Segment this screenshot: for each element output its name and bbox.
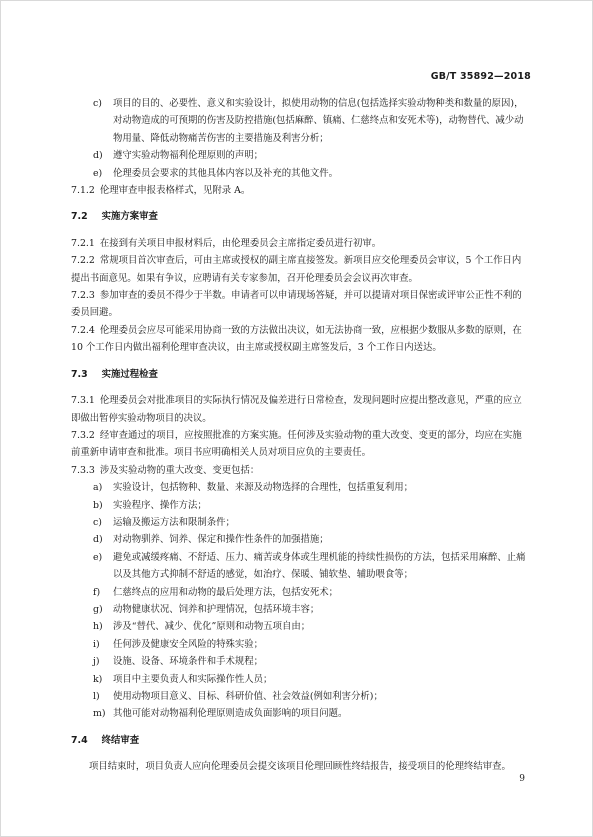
list-text: 其他可能对动物福利伦理原则造成负面影响的项目问题。 [113, 708, 348, 720]
list-mark: b) [93, 499, 103, 511]
list-text: 涉及“替代、减少、优化”原则和动物五项自由； [113, 621, 311, 633]
clause-text: 经审查通过的项目，应按照批准的方案实施。任何涉及实验动物的重大改变、变更的部分，均应在实施前重新申请审查和批准。项目书应明确相关人员对项目应负的主要责任。 [71, 429, 522, 459]
list-mark: c) [93, 516, 102, 528]
list-item-d [71, 147, 527, 164]
change-item-e [71, 549, 527, 584]
list-text: 项目中主要负责人和实际操作性人员； [113, 673, 273, 685]
section-heading-7-4 [71, 732, 527, 749]
change-item-l [71, 688, 527, 705]
list-mark: h) [93, 621, 103, 633]
list-text: 动物健康状况、饲养和护理情况，包括环境丰容； [113, 603, 320, 615]
section-title: 终结审查 [101, 734, 140, 746]
clause-7-3-1 [71, 392, 527, 427]
clause-7-2-3 [71, 287, 527, 322]
final-paragraph: 项目结束时，项目负责人应向伦理委员会提交该项目伦理回顾性终结报告，接受项目的伦理终结审查。 [89, 761, 511, 773]
clause-7-1-2 [71, 182, 527, 199]
section-number: 7.3 [71, 368, 88, 380]
list-mark: d) [93, 534, 103, 546]
change-item-k [71, 671, 527, 688]
page-content [71, 95, 527, 776]
page-number: 9 [519, 774, 525, 784]
clause-7-3-3 [71, 462, 527, 479]
list-mark: a) [93, 482, 103, 494]
clause-number: 7.3.1 [71, 395, 95, 407]
clause-text: 参加审查的委员不得少于半数。申请者可以申请现场答疑，并可以提请对项目保密或评审公正性不利的委员回避。 [71, 290, 522, 319]
clause-number: 7.1.2 [71, 185, 95, 197]
clause-7-3-2 [71, 427, 527, 462]
change-item-d [71, 531, 527, 548]
section-number: 7.4 [71, 734, 88, 746]
section-heading-7-2 [71, 208, 527, 225]
change-item-m [71, 705, 527, 722]
standard-number: GB/T 35892—2018 [430, 71, 531, 82]
change-item-f [71, 584, 527, 601]
list-mark: j) [93, 656, 100, 668]
clause-number: 7.3.3 [71, 464, 95, 476]
change-item-g [71, 601, 527, 618]
section-number: 7.2 [71, 211, 88, 223]
list-mark: k) [93, 673, 103, 685]
change-item-i [71, 636, 527, 653]
list-mark: l) [93, 691, 100, 702]
clause-text: 伦理委员会应尽可能采用协商一致的方法做出决议，如无法协商一致，应根据少数服从多数的原则，在 10 个工作日内做出福利伦理审查决议，由主席或授权副主席签发后，3 个工作日内送达。 [71, 324, 522, 354]
list-mark: e) [93, 167, 103, 179]
clause-7-2-2 [71, 252, 527, 287]
list-item-c [71, 95, 527, 147]
clause-7-2-1 [71, 235, 527, 252]
clause-7-2-4 [71, 322, 527, 357]
list-text: 项目的目的、必要性、意义和实验设计，拟使用动物的信息(包括选择实验动物种类和数量的原因)，对动物造成的可预期的伤害及防控措施(包括麻醉、镇痛、仁慈终点和安死术等)，动物替代、减少动物用量、降低动物痛苦伤害的主要措施及利害分析； [113, 98, 524, 144]
clause-number: 7.3.2 [71, 429, 95, 441]
clause-text: 伦理审查申报表格样式，见附录 A。 [99, 185, 251, 197]
clause-number: 7.2.2 [71, 255, 95, 267]
list-text: 设施、设备、环境条件和手术规程； [113, 656, 264, 668]
list-text: 遵守实验动物福利伦理原则的声明； [113, 150, 264, 162]
list-text: 运输及搬运方法和限制条件； [113, 516, 235, 528]
list-text: 对动物驯养、饲养、保定和操作性条件的加强措施； [113, 534, 329, 546]
clause-number: 7.2.3 [71, 290, 95, 302]
change-item-a [71, 479, 527, 496]
list-mark: c) [93, 98, 102, 109]
section-heading-7-3 [71, 366, 527, 383]
clause-number: 7.2.4 [71, 324, 95, 336]
change-item-j [71, 653, 527, 670]
list-mark: i) [93, 638, 100, 650]
change-item-h [71, 618, 527, 635]
list-text: 使用动物项目意义、目标、科研价值、社会效益(例如利害分析)； [113, 691, 383, 702]
clause-text: 伦理委员会对批准项目的实际执行情况及偏差进行日常检查，发现问题时应提出整改意见，严重的应立即做出暂停实验动物项目的决议。 [71, 395, 522, 424]
list-mark: f) [93, 586, 101, 598]
section-title: 实施方案审查 [101, 211, 158, 223]
list-text: 避免或减缓疼痛、不舒适、压力、痛苦或身体或生理机能的持续性损伤的方法，包括采用麻醉、止痛以及其他方式抑制不舒适的感觉，如治疗、保暖、铺软垫、辅助喂食等； [113, 551, 526, 581]
list-text: 仁慈终点的应用和动物的最后处理方法，包括安死术； [113, 586, 339, 598]
list-mark: e) [93, 551, 103, 563]
change-item-b [71, 497, 527, 514]
clause-text: 在接到有关项目申报材料后，由伦理委员会主席指定委员进行初审。 [99, 237, 382, 249]
list-mark: g) [93, 603, 103, 615]
list-text: 伦理委员会要求的其他具体内容以及补充的其他文件。 [113, 167, 339, 179]
clause-text: 常规项目首次审查后，可由主席或授权的副主席直接签发。新项目应交伦理委员会审议，5 个工作日内提出书面意见。如果有争议，应聘请有关专家参加，召开伦理委员会会议再次审查。 [71, 255, 522, 284]
list-item-e [71, 165, 527, 182]
list-mark: m) [93, 708, 106, 720]
change-item-c [71, 514, 527, 531]
clause-text: 涉及实验动物的重大改变、变更包括： [99, 464, 260, 476]
list-text: 实验程序、操作方法； [113, 499, 207, 511]
clause-number: 7.2.1 [71, 237, 95, 249]
list-mark: d) [93, 150, 103, 162]
section-title: 实施过程检查 [101, 368, 158, 380]
list-text: 任何涉及健康安全风险的特殊实验； [113, 638, 264, 650]
list-text: 实验设计，包括物种、数量、来源及动物选择的合理性，包括重复利用； [113, 482, 414, 494]
